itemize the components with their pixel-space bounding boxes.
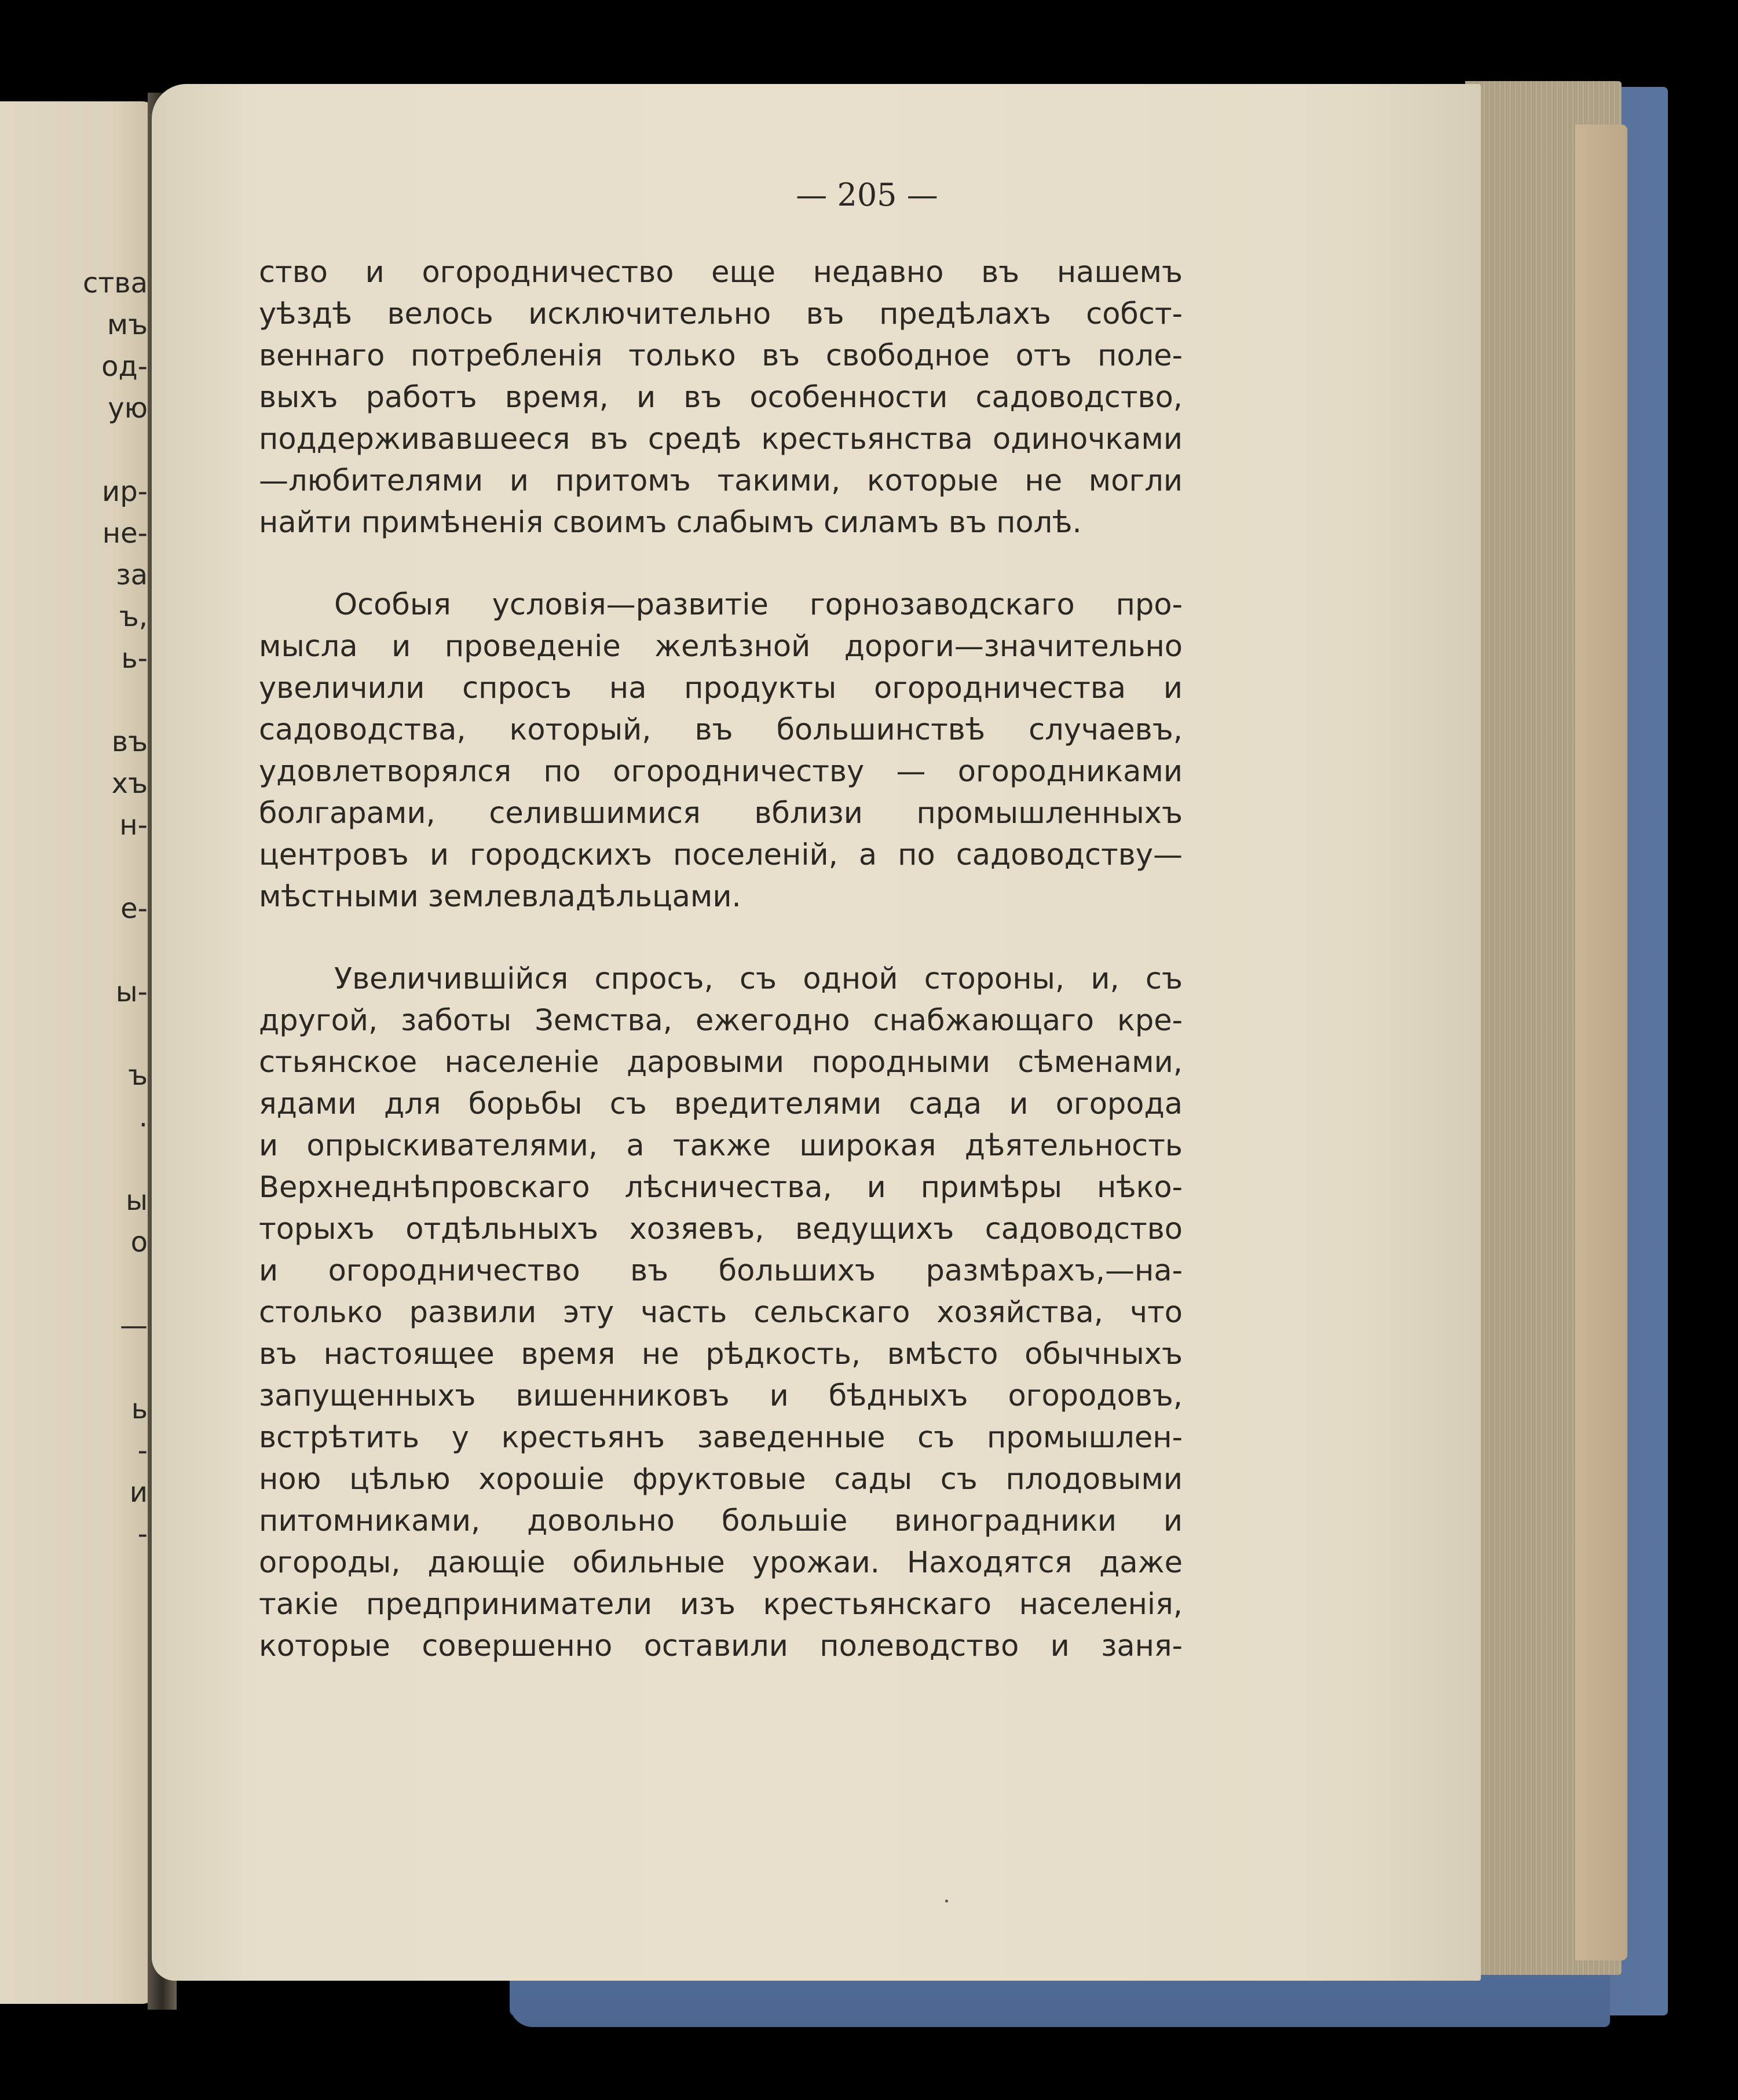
text-line: садоводства, который, въ большинствѣ случаевъ, [259, 713, 1183, 747]
left-page-line-fragment: ь [131, 1393, 148, 1425]
text-line: увеличили спросъ на продукты огородничества и [259, 671, 1183, 705]
body-text [259, 252, 1183, 1667]
text-line: мысла и проведеніе желѣзной дороги—значительно [259, 630, 1183, 664]
text-line: Особыя условія—развитіе горнозаводскаго про- [334, 588, 1183, 622]
left-page-line-fragment: ства [82, 267, 148, 299]
text-line: запущенныхъ вишенниковъ и бѣдныхъ огородовъ, [259, 1379, 1183, 1413]
paragraph-gap [259, 544, 1183, 584]
left-page-line-fragment: ир- [102, 475, 148, 508]
left-page-line-fragment: - [137, 1435, 148, 1467]
right-page [152, 84, 1481, 1981]
left-page-line-fragment: . [138, 1101, 148, 1133]
text-line: поддерживавшееся въ средѣ крестьянства одиночками [259, 422, 1183, 456]
text-line: удовлетворялся по огородничеству — огородниками [259, 755, 1183, 789]
text-line: мѣстными землевладѣльцами. [259, 880, 741, 914]
left-page-line-fragment: н- [119, 809, 148, 842]
left-page-line-fragment: и [129, 1476, 148, 1509]
text-line: въ настоящее время не рѣдкость, вмѣсто обычныхъ [259, 1337, 1183, 1371]
text-line: и опрыскивателями, а также широкая дѣятельность [259, 1129, 1183, 1163]
text-line: болгарами, селившимися вблизи промышленныхъ [259, 796, 1183, 831]
left-page-line-fragment: хъ [111, 767, 148, 800]
text-line: Верхнеднѣпровскаго лѣсничества, и примѣры нѣко- [259, 1170, 1183, 1205]
text-line: стьянское населеніе даровыми породными сѣменами, [259, 1045, 1183, 1080]
left-page-line-fragment: ъ [128, 1059, 148, 1092]
text-line: веннаго потребленія только въ свободное отъ поле- [259, 339, 1183, 373]
left-page-line-fragment: ъ, [119, 601, 148, 633]
text-line: которые совершенно оставили полеводство и заня- [259, 1629, 1183, 1663]
text-line: и огородничество въ большихъ размѣрахъ,—на- [259, 1254, 1183, 1288]
left-page-line-fragment: ы- [115, 976, 148, 1008]
left-page-line-fragment: ую [108, 392, 148, 425]
left-facing-page [0, 101, 159, 2004]
left-page-line-fragment: въ [111, 726, 148, 758]
text-line: питомниками, довольно большіе виноградники и [259, 1504, 1183, 1538]
left-page-line-fragment: - [137, 1518, 148, 1550]
left-page-line-fragment: о [130, 1226, 148, 1258]
text-line: ною цѣлью хорошіе фруктовые сады съ плодовыми [259, 1462, 1183, 1497]
text-line: Увеличившійся спросъ, съ одной стороны, и, съ [334, 962, 1183, 996]
left-page-line-fragment: ь- [121, 642, 148, 675]
text-line: такіе предприниматели изъ крестьянскаго населенія, [259, 1587, 1183, 1622]
page-edge-light [1575, 125, 1627, 1960]
text-line: огороды, дающіе обильные урожаи. Находятся даже [259, 1546, 1183, 1580]
paragraph-gap [259, 918, 1183, 958]
left-page-line-fragment: за [116, 559, 148, 591]
text-line: торыхъ отдѣльныхъ хозяевъ, ведущихъ садоводство [259, 1212, 1183, 1246]
left-page-line-fragment: мъ [107, 309, 148, 341]
text-line: столько развили эту часть сельскаго хозяйства, что [259, 1296, 1183, 1330]
text-line: ядами для борьбы съ вредителями сада и огорода [259, 1087, 1183, 1121]
text-line: встрѣтить у крестьянъ заведенные съ промышлен- [259, 1421, 1183, 1455]
text-line: —любителями и притомъ такими, которые не могли [259, 464, 1183, 498]
text-line: уѣздѣ велось исключительно въ предѣлахъ собст- [259, 297, 1183, 331]
left-page-line-fragment: е- [120, 892, 148, 925]
left-page-line-fragment: од- [101, 350, 148, 383]
text-line: ство и огородничество еще недавно въ нашемъ [259, 255, 1183, 290]
text-line: выхъ работъ время, и въ особенности садоводство, [259, 381, 1183, 415]
paper-speck [945, 1900, 948, 1903]
text-line: другой, заботы Земства, ежегодно снабжающаго кре- [259, 1004, 1183, 1038]
left-page-line-fragment: ы [126, 1184, 148, 1217]
text-line: найти примѣненія своимъ слабымъ силамъ въ полѣ. [259, 506, 1082, 540]
left-page-line-fragment: — [120, 1309, 148, 1342]
left-page-line-fragment: не- [102, 517, 148, 550]
page-number: — 205 — [796, 177, 938, 213]
text-line: центровъ и городскихъ поселеній, а по садоводству— [259, 838, 1183, 872]
